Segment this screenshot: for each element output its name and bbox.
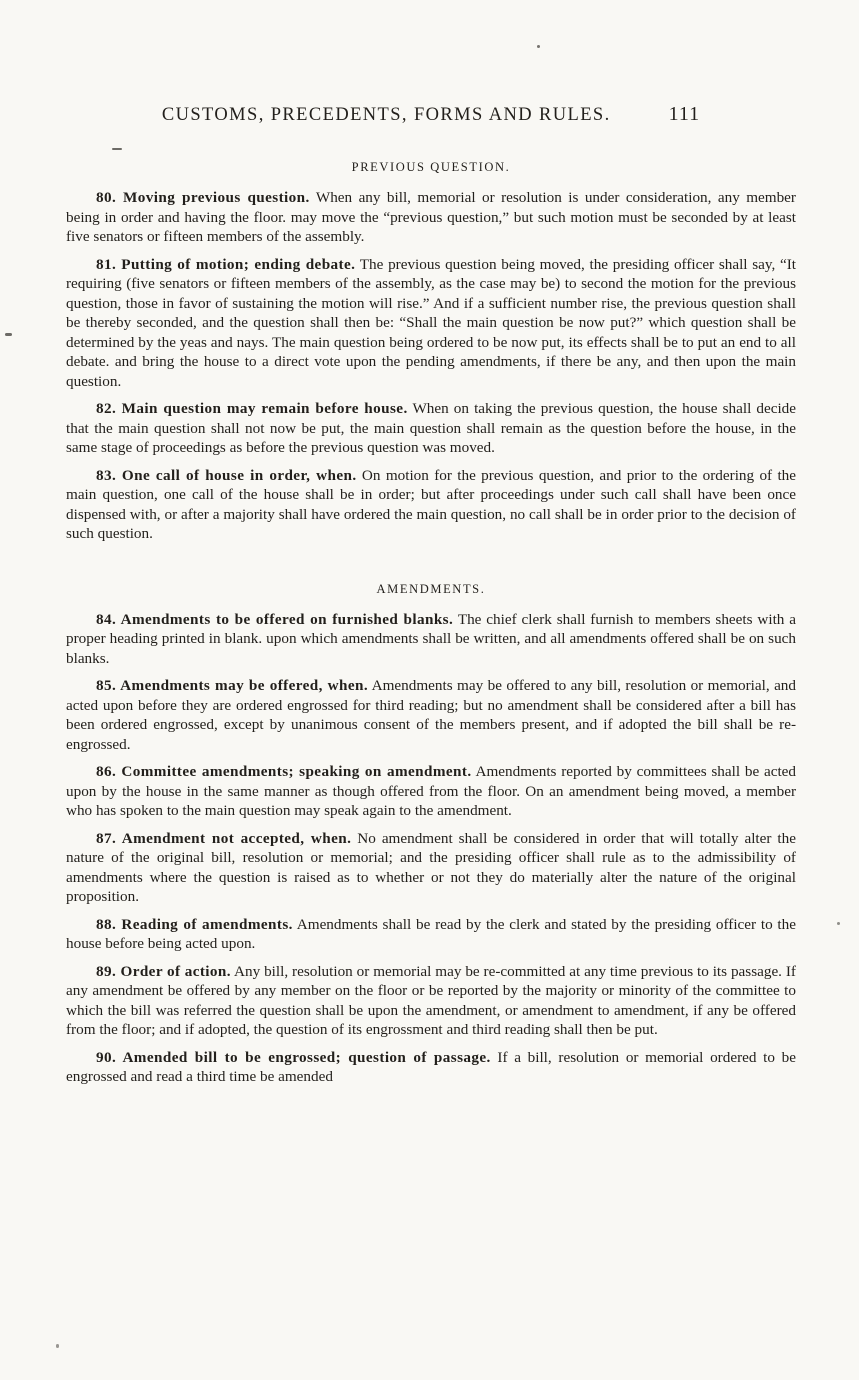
rule-84-text: The chief clerk shall furnish to members sheets with a proper heading printed in blank. upon which amendments shall be written, and all amendments offered shall be on such blanks.: [66, 610, 797, 667]
rule-83-text: On motion for the previous question, and prior to the ordering of the main question, one call of the house shall be in order; but after proceedings under such call shall have been once dispensed with, or after a majority shall have ordered the main question, no call shall be in order prior to the decision of such question.: [66, 466, 797, 542]
rule-paragraph-85: [66, 676, 796, 754]
scan-artifact: [537, 45, 540, 48]
rule-88-text: Amendments shall be read by the clerk and stated by the presiding officer to the house before being acted upon.: [66, 915, 796, 952]
rule-81-title: 81. Putting of motion; ending debate.: [96, 255, 356, 273]
scan-artifact: [112, 148, 122, 150]
rule-89-title: 89. Order of action.: [96, 962, 231, 980]
rule-80-title: 80. Moving previous question.: [96, 189, 310, 206]
scan-artifact: [56, 1344, 59, 1348]
rule-90-text: If a bill, resolution or memorial ordered to be engrossed and read a third time be amended: [66, 1048, 796, 1085]
rule-88-title: 88. Reading of amendments.: [96, 915, 293, 933]
rule-87-text: No amendment shall be considered in order that will totally alter the nature of the original bill, resolution or memorial; and the presiding officer shall rule as to the admissibility of amendments where the question is raised as to whether or not they do materially alter the nature of the original proposition.: [66, 829, 796, 905]
rule-paragraph-83: [66, 466, 796, 544]
rule-paragraph-86: [66, 762, 796, 821]
rule-84-title: 84. Amendments to be offered on furnished blanks.: [96, 610, 454, 628]
rule-81-text: The previous question being moved, the presiding officer shall say, “It requiring (five senators or fifteen members of the assembly, as the case may be) to second the motion for the previous question, those in favor of sustaining the motion will rise.” And if a sufficient number rise, the previous question shall be thereby seconded, and the question shall then be: “Shall the main question be now put?” which question shall be determined by the yeas and nays. The main question being ordered to be now put, its effects shall be to put an end to all debate. and bring the house to a direct vote upon the pending amendments, if there be any, and then upon the main question.: [66, 255, 796, 390]
section-heading-previous-question: PREVIOUS QUESTION.: [351, 160, 511, 174]
rule-87-title: 87. Amendment not accepted, when.: [96, 829, 352, 847]
running-head-title: CUSTOMS, PRECEDENTS, FORMS AND RULES.: [161, 105, 611, 125]
rule-80-text: When any bill, memorial or resolution is under consideration, any member being in order and having the floor. may move the “previous question,” but such motion must be seconded by at least five senators or fifteen members of the assembly.: [66, 189, 796, 245]
rule-paragraph-80: [66, 188, 796, 247]
rule-paragraph-81: [66, 255, 796, 392]
rule-82-title: 82. Main question may remain before house.: [96, 400, 408, 417]
scan-artifact: [837, 922, 840, 925]
rule-85-title: 85. Amendments may be offered, when.: [96, 677, 369, 694]
page-number: 111: [668, 103, 701, 125]
rule-82-text: When on taking the previous question, the house shall decide that the main question shall not now be put, the main question shall remain as the question before the house, in the same stage of proceedings as before the previous question was moved.: [66, 400, 796, 456]
rule-85-text: Amendments may be offered to any bill, resolution or memorial, and acted upon before they are ordered engrossed for third reading; but no amendment shall be considered after a bill has been ordered engrossed, except by unanimous consent of the members present, and if adopted the bill shall be re-engrossed.: [66, 677, 796, 753]
scan-artifact: [5, 333, 12, 336]
rule-86-title: 86. Committee amendments; speaking on amendment.: [96, 763, 472, 780]
rule-paragraph-89: [66, 962, 796, 1040]
rule-90-title: 90. Amended bill to be engrossed; question of passage.: [96, 1048, 491, 1066]
rule-paragraph-87: [66, 829, 796, 907]
rule-89-text: Any bill, resolution or memorial may be re-committed at any time previous to its passage. If any amendment be offered by any member on the floor or be reported by the majority or minority of the committee to which the bill was referred the question shall be upon the amendment, or amendment to amendment, if any be offered from the floor; and if adopted, the question of its engrossment and third reading shall then be put.: [66, 962, 796, 1038]
section-heading-amendments: AMENDMENTS.: [376, 581, 486, 596]
rule-83-title: 83. One call of house in order, when.: [96, 466, 357, 484]
rule-paragraph-84: [66, 610, 796, 669]
rule-paragraph-88: [66, 915, 796, 954]
page-body: [66, 160, 796, 1095]
page-header: [66, 103, 796, 126]
rule-86-text: Amendments reported by committees shall be acted upon by the house in the same manner as though offered from the floor. On an amendment being moved, a member who has spoken to the main question may speak again to the amendment.: [66, 763, 797, 819]
rule-paragraph-90: [66, 1048, 796, 1087]
rule-paragraph-82: [66, 399, 796, 458]
